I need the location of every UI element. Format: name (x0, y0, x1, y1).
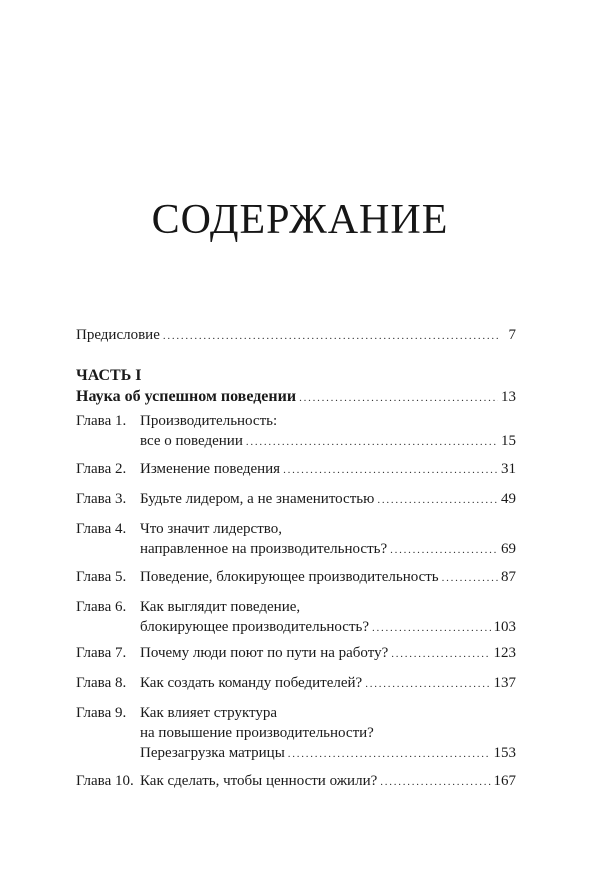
chapter-page: 31 (501, 461, 516, 477)
chapter-number: Глава 9. (76, 705, 127, 721)
preface-label: Предисловие (76, 327, 160, 343)
chapter-page: 153 (493, 745, 516, 761)
chapter-title-line: Производительность: (140, 413, 278, 429)
chapter-number: Глава 10. (76, 773, 134, 789)
chapter-title-last: блокирующее производительность? . . . 103 (140, 617, 516, 638)
chapter-title-last: все о поведении . . . 15 (140, 431, 516, 452)
chapter-page: 137 (493, 675, 516, 691)
chapter-title-last: Перезагрузка матрицы . . . 153 (140, 743, 516, 764)
chapter-number: Глава 7. (76, 645, 127, 661)
chapter-page: 49 (501, 491, 516, 507)
page-title: СОДЕРЖАНИЕ (151, 197, 449, 243)
toc-entry-part (76, 387, 516, 408)
chapter-page: 15 (501, 433, 516, 449)
chapter-page: 123 (493, 645, 516, 661)
toc-entry-preface (76, 325, 516, 346)
preface-page: 7 (508, 327, 516, 343)
chapter-title-line: Как влияет структура (140, 705, 278, 721)
leader-dots (365, 674, 490, 694)
leader-dots (380, 772, 490, 792)
leader-dots (442, 568, 498, 588)
part-title: Наука об успешном поведении (76, 388, 297, 405)
part-page: 13 (501, 389, 516, 405)
leader-dots (377, 490, 498, 510)
chapter-page: 87 (501, 569, 516, 585)
chapter-number: Глава 3. (76, 491, 127, 507)
leader-dots (246, 432, 498, 452)
chapter-title-last: Будьте лидером, а не знаменитостью . . . 49 (140, 489, 516, 510)
leader-dots (299, 388, 498, 408)
chapter-number: Глава 5. (76, 569, 127, 585)
chapter-title-last: Почему люди поют по пути на работу? . . . 123 (140, 643, 516, 664)
leader-dots (391, 644, 490, 664)
chapter-title-last: Изменение поведения . . . 31 (140, 459, 516, 480)
chapter-title-last: Поведение, блокирующее производительность . . . 87 (140, 567, 516, 588)
chapter-title-last: Как создать команду победителей? . . . 137 (140, 673, 516, 694)
chapter-title-last: Как сделать, чтобы ценности ожили? . . . 167 (140, 771, 516, 792)
chapter-number: Глава 4. (76, 521, 127, 537)
chapter-number: Глава 8. (76, 675, 127, 691)
leader-dots (283, 460, 498, 480)
part-label: ЧАСТЬ I (76, 367, 142, 384)
chapter-number: Глава 2. (76, 461, 127, 477)
chapter-page: 69 (501, 541, 516, 557)
leader-dots (163, 326, 499, 346)
chapter-title-line: на повышение производительности? (140, 725, 374, 741)
chapter-page: 167 (493, 773, 516, 789)
leader-dots (288, 744, 491, 764)
chapter-number: Глава 1. (76, 413, 127, 429)
chapter-page: 103 (493, 619, 516, 635)
chapter-title-last: направленное на производительность? . . . 69 (140, 539, 516, 560)
leader-dots (372, 618, 490, 638)
leader-dots (390, 540, 498, 560)
chapter-title-line: Что значит лидерство, (140, 521, 282, 537)
chapter-title-line: Как выглядит поведение, (140, 599, 301, 615)
chapter-number: Глава 6. (76, 599, 127, 615)
